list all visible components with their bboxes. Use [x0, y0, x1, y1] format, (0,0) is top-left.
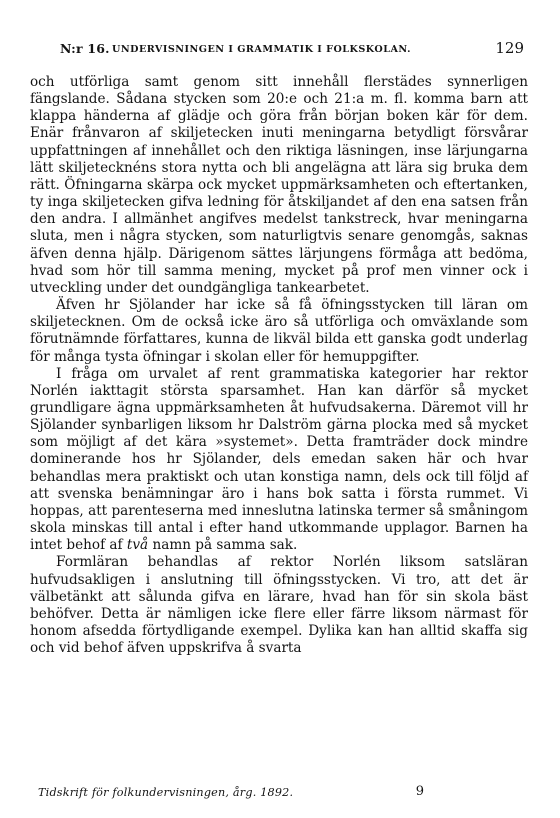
running-header	[30, 38, 528, 60]
running-title: UNDERVISNINGEN I GRAMMATIK I FOLKSKOLAN.	[112, 44, 411, 55]
paragraph-3	[30, 366, 528, 555]
paragraph-4	[30, 554, 528, 657]
page	[30, 38, 528, 657]
paragraph-1-text: och utförliga samt genom sitt innehåll flerstädes synnerligen fängslande. Sådana stycken som 20:e och 21:a m. fl. komma barn att klappa händerna af glädje och göra från början boken kär för dem. Enär frånvaron af skiljetecken inuti meningarna betydligt försvårar uppfattningen af innehållet och den riktiga läsningen, inse lärjungarna lätt skiljetecknéns stora nytta och bli angelägna att lära sig bruka dem rätt. Öfningarna skärpa ock mycket uppmärksamheten och eftertanken, ty inga skiljetecken gifva ledning för åtskiljandet af den ena satsen från den andra. I allmänhet angifves medelst tankstreck, hvar meningarna sluta, men i några stycken, som naturligtvis senare genomgås, saknas äfven denna hjälp. Därigenom sättes lärjungens förmåga att bedöma, hvad som hör till samma mening, mycket på prof men vinner ock i utveckling under det oundgängliga tankearbetet.	[30, 74, 528, 296]
issue-number: N:r 16.	[60, 41, 110, 56]
paragraph-3-emphasis: två	[126, 537, 149, 554]
signature-mark: 9	[415, 784, 424, 799]
paragraph-1	[30, 74, 528, 297]
footer-source: Tidskrift för folkundervisningen, årg. 1892.	[38, 786, 294, 799]
body-text	[30, 74, 528, 657]
paragraph-3-tail: namn på samma sak.	[148, 537, 298, 554]
paragraph-2	[30, 297, 528, 366]
paragraph-4-text: Formläran behandlas af rektor Norlén liksom satsläran hufvudsakligen i anslutning till öfningsstycken. Vi tro, att det är välbetänkt att sålunda gifva en lärare, hvad han för sin skola bäst behöfver. Detta är nämligen icke flere eller färre liksom närmast för honom afsedda förtydligande exempel. Dylika kan han alltid skaffa sig och vid behof äfven uppskrifva å svarta	[30, 554, 528, 657]
paragraph-2-text: Äfven hr Sjölander har icke så få öfningsstycken till läran om skiljetecknen. Om de också icke äro så utförliga och omväxlande som förutnämnde författares, kunna de likväl bilda ett ganska godt underlag för många tysta öfningar i skolan eller för hemuppgifter.	[30, 297, 528, 365]
page-number: 129	[495, 39, 524, 57]
page-footer	[30, 786, 528, 806]
paragraph-3-text: I fråga om urvalet af rent grammatiska kategorier har rektor Norlén iakttagit största sparsamhet. Han kan därför så mycket grundligare ägna uppmärksamheten åt hufvudsakerna. Däremot vill hr Sjölander synbarligen liksom hr Dalström gärna plocka med så mycket som möjligt af det kära »systemet». Detta framträder dock mindre dominerande hos hr Sjölander, dels emedan saken här och hvar behandlas mera praktiskt och utan konstiga namn, dels ock till följd af att svenska benämningar äro i hans bok satta i första rummet. Vi hoppas, att parenteserna med inneslutna latinska termer så småningom skola minskas till antal i efter hand utkommande upplagor. Barnen ha intet behof af	[30, 365, 528, 554]
